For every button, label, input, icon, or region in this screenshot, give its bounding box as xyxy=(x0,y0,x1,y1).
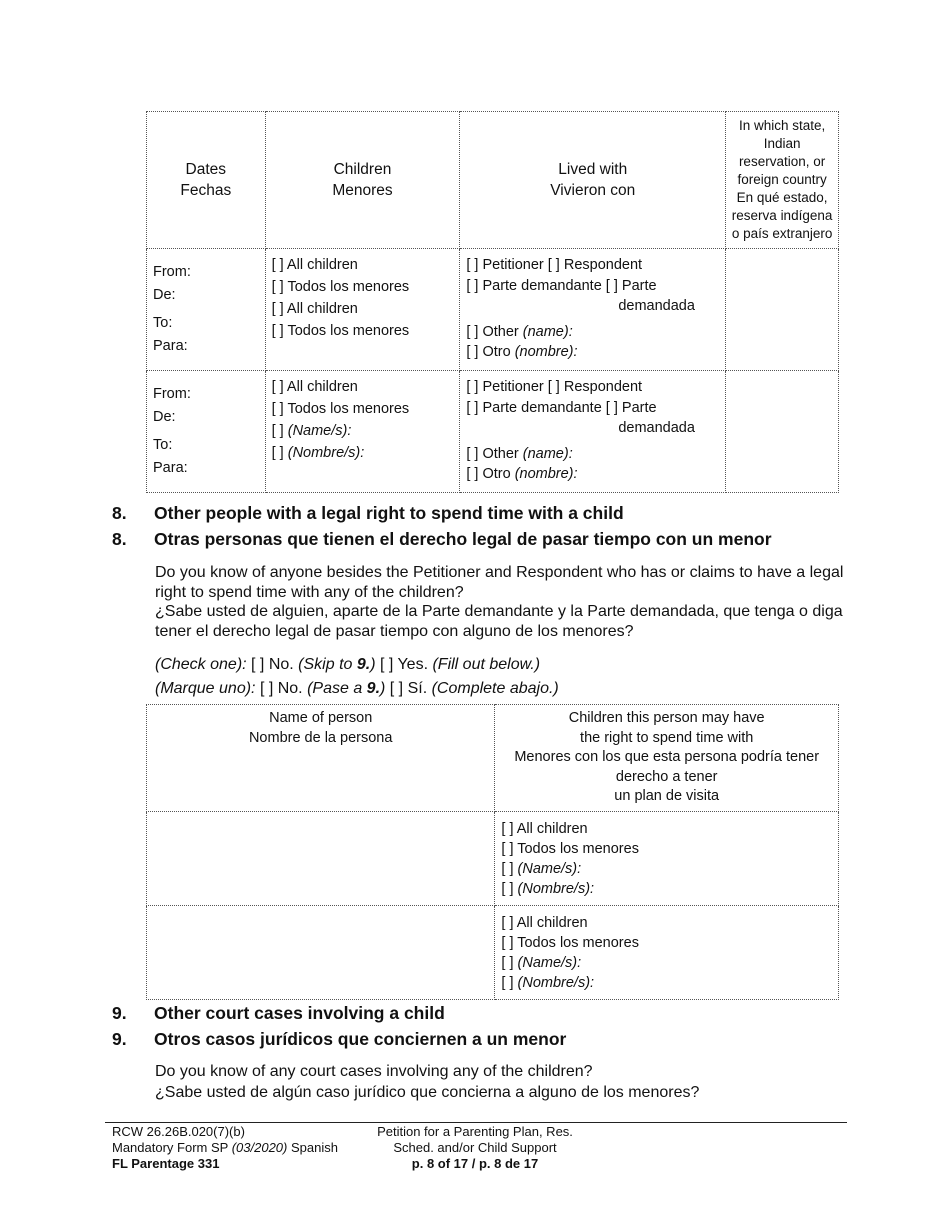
residence-history-table xyxy=(146,111,839,493)
header-children: Children Menores xyxy=(265,112,460,249)
state-cell[interactable] xyxy=(726,371,839,493)
checkbox-parte[interactable]: [ ] Parte demandante [ ] Parte xyxy=(466,399,657,416)
section-9-question: Do you know of any court cases involving any of the children? ¿Sabe usted de algún caso jurídico que concierna a alguno de los menores? xyxy=(155,1063,700,1101)
checkbox-todos-menores[interactable]: [ ] Todos los menores xyxy=(501,934,639,951)
person-name-cell[interactable] xyxy=(147,811,495,905)
checkbox-all-children[interactable]: [ ] All children xyxy=(271,301,358,317)
checkbox-all-children[interactable]: [ ] All children xyxy=(271,257,358,273)
checkbox-other[interactable]: [ ] Other (name): xyxy=(466,445,573,462)
footer-left: RCW 26.26B.020(7)(b) Mandatory Form SP (03/2020) Spanish FL Parentage 331 xyxy=(112,1124,338,1171)
table-row xyxy=(147,905,839,999)
checkbox-nombres[interactable]: [ ] (Nombre/s): xyxy=(271,444,365,461)
children-cell[interactable] xyxy=(265,249,460,371)
checkbox-nombres[interactable]: [ ] (Nombre/s): xyxy=(501,974,595,991)
dates-cell[interactable]: From: De: To: Para: xyxy=(147,371,266,493)
checkbox-names[interactable]: [ ] (Name/s): xyxy=(501,860,582,877)
checkbox-petitioner-respondent[interactable]: [ ] Petitioner [ ] Respondent xyxy=(466,379,643,395)
section-9-title-en: 9. Other court cases involving a child xyxy=(112,1003,445,1023)
check-one-es[interactable]: (Marque uno): [ ] No. (Pase a 9.) [ ] Sí. (Complete abajo.) xyxy=(155,680,559,697)
section-8-check xyxy=(155,653,845,701)
checkbox-names[interactable]: [ ] (Name/s): xyxy=(501,954,582,971)
header-children-right: Children this person may have the right to spend time with Menores con los que esta persona podría tener derecho a tener un plan de visita xyxy=(495,705,839,812)
lived-with-cell[interactable]: [ ] Petitioner [ ] Respondent [ ] Parte demandante [ ] Parte demandada [ ] Other (name): [ ] Otro (nombre): xyxy=(460,371,726,493)
lived-with-cell[interactable]: [ ] Petitioner [ ] Respondent [ ] Parte demandante [ ] Parte demandada [ ] Other (name): [ ] Otro (nombre): xyxy=(460,249,726,371)
checkbox-other[interactable]: [ ] Other (name): xyxy=(466,323,573,340)
table-row xyxy=(147,249,839,371)
children-cell[interactable] xyxy=(495,905,839,999)
other-people-table xyxy=(146,704,839,1000)
checkbox-all-children[interactable]: [ ] All children xyxy=(501,820,588,837)
checkbox-otro[interactable]: [ ] Otro (nombre): xyxy=(466,466,578,482)
table-row xyxy=(147,811,839,905)
checkbox-todos-menores[interactable]: [ ] Todos los menores xyxy=(271,400,410,417)
checkbox-todos-menores[interactable]: [ ] Todos los menores xyxy=(271,322,410,339)
checkbox-parte[interactable]: [ ] Parte demandante [ ] Parte xyxy=(466,277,657,294)
checkbox-todos-menores[interactable]: [ ] Todos los menores xyxy=(501,840,639,857)
header-name-of-person: Name of person Nombre de la persona xyxy=(147,705,495,812)
check-one-en[interactable]: (Check one): [ ] No. (Skip to 9.) [ ] Yes. (Fill out below.) xyxy=(155,656,541,673)
checkbox-nombres[interactable]: [ ] (Nombre/s): xyxy=(501,880,595,897)
checkbox-names[interactable]: [ ] (Name/s): xyxy=(271,423,352,439)
section-9-title-es: 9. Otros casos jurídicos que conciernen a un menor xyxy=(112,1029,567,1049)
table-row xyxy=(147,371,839,493)
children-cell[interactable] xyxy=(495,811,839,905)
header-lived-with: Lived with Vivieron con xyxy=(460,112,726,249)
section-8-title-en: 8. Other people with a legal right to spend time with a child xyxy=(112,503,624,523)
header-state: In which state, Indian reservation, or foreign country En qué estado, reserva indígena o país extranjero xyxy=(726,112,839,249)
checkbox-otro[interactable]: [ ] Otro (nombre): xyxy=(466,344,578,360)
footer-center: Petition for a Parenting Plan, Res. Sched. and/or Child Support p. 8 of 17 / p. 8 de 17 xyxy=(377,1124,573,1171)
state-cell[interactable] xyxy=(726,249,839,371)
checkbox-petitioner-respondent[interactable]: [ ] Petitioner [ ] Respondent xyxy=(466,257,643,273)
footer-divider xyxy=(105,1122,847,1123)
person-name-cell[interactable] xyxy=(147,905,495,999)
header-dates: Dates Fechas xyxy=(147,112,266,249)
section-8-question: Do you know of anyone besides the Petitioner and Respondent who has or claims to have a legal right to spend time with any of the children? ¿Sabe usted de alguien, aparte de la Parte demandante y la Parte demandada, que tenga o diga tener el derecho legal de pasar tiempo con alguno de los menores? xyxy=(155,564,844,640)
checkbox-todos-menores[interactable]: [ ] Todos los menores xyxy=(271,278,410,295)
children-cell[interactable] xyxy=(265,371,460,493)
dates-cell[interactable]: From: De: To: Para: xyxy=(147,249,266,371)
section-8-title-es: 8. Otras personas que tienen el derecho legal de pasar tiempo con un menor xyxy=(112,529,772,549)
checkbox-all-children[interactable]: [ ] All children xyxy=(271,379,358,395)
checkbox-all-children[interactable]: [ ] All children xyxy=(501,914,588,931)
